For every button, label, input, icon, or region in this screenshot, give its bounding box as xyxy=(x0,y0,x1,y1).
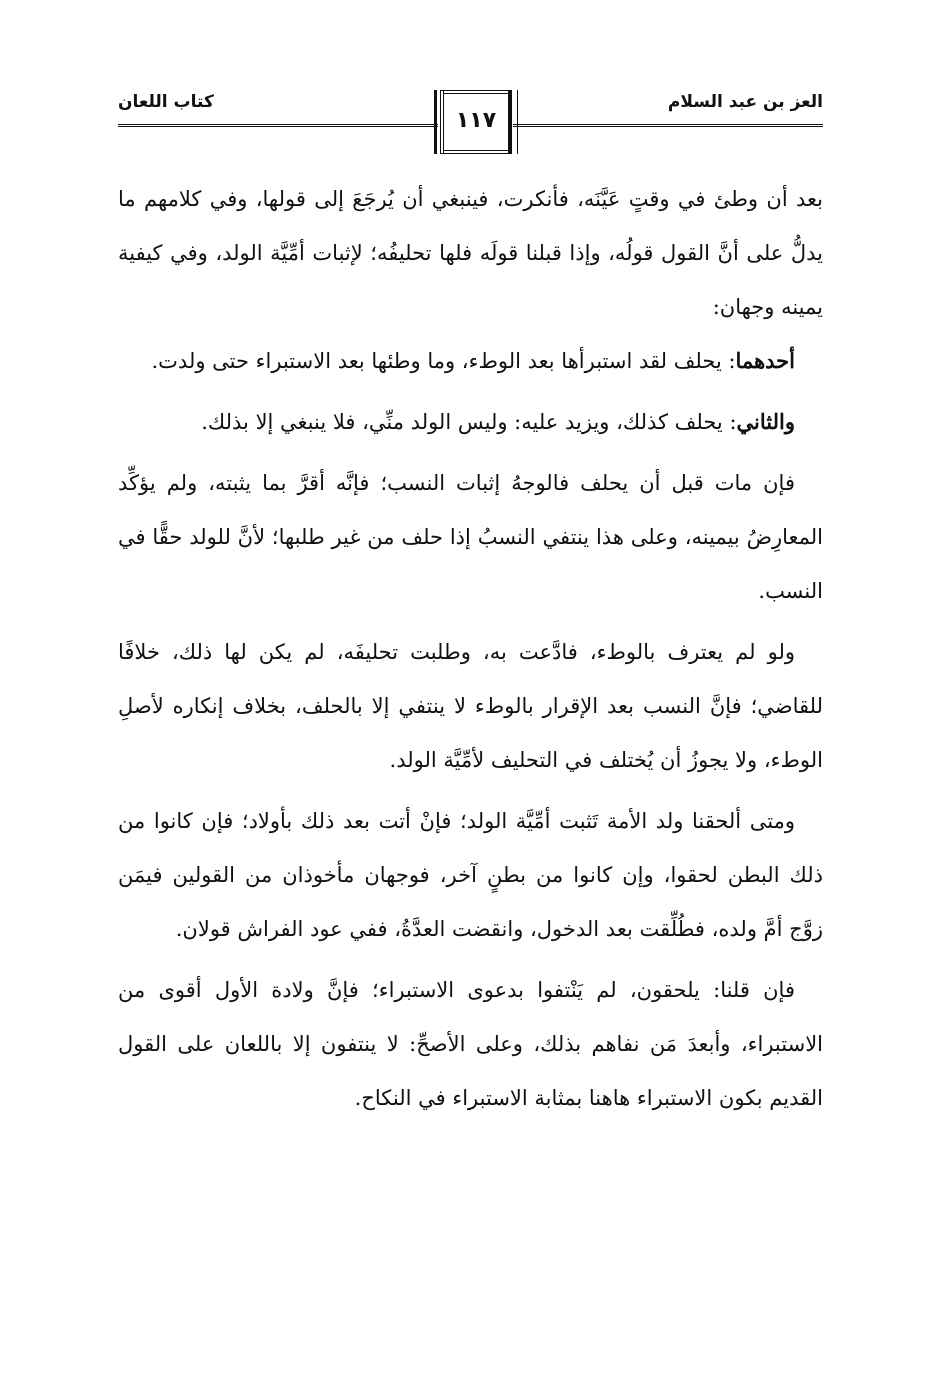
book-title: كتاب اللعان xyxy=(118,92,214,112)
paragraph-3 xyxy=(118,395,823,449)
paragraph-6 xyxy=(118,794,823,956)
page-body xyxy=(118,172,823,1132)
page-number: ١١٧ xyxy=(455,108,497,133)
paragraph-text: فإن قلنا: يلحقون، لم يَنْتفوا بدعوى الاستبراء؛ فإنَّ ولادة الأول أقوى من الاستبراء، وأبعدَ مَن نفاهم بذلك، وعلى الأصحِّ: لا ينتفون إلا باللعان على القول القديم بكون الاستبراء هاهنا بمثابة الاستبراء في النكاح. xyxy=(118,978,823,1110)
paragraph-text: : يحلف لقد استبرأها بعد الوطء، وما وطئها بعد الاستبراء حتى ولدت. xyxy=(151,349,736,373)
author-name: العز بن عبد السلام xyxy=(667,92,823,112)
paragraph-text: بعد أن وطئ في وقتٍ عَيَّنَه، فأنكرت، فينبغي أن يُرجَعَ إلى قولها، وفي كلامهم ما يدلُّ على أنَّ القول قولُه، وإذا قبلنا قولَه فلها تحليفُه؛ لإثبات أمِّيَّة الولد، وفي كيفية يمينه وجهان: xyxy=(118,187,823,319)
paragraph-lead: أحدهما xyxy=(735,348,795,373)
paragraph-text: : يحلف كذلك، ويزيد عليه: وليس الولد منِّي، فلا ينبغي إلا بذلك. xyxy=(201,410,737,434)
paragraph-text: فإن مات قبل أن يحلف فالوجهُ إثبات النسب؛ فإنَّه أقرَّ بما يثبته، ولم يؤكِّد المعارِضُ بيمينه، وعلى هذا ينتفي النسبُ إذا حلف من غير طلبها؛ لأنَّ للولد حقًّا في النسب. xyxy=(118,471,823,603)
header-rule-left xyxy=(118,124,438,127)
header-rule-right xyxy=(513,124,823,127)
paragraph-4 xyxy=(118,456,823,618)
running-header xyxy=(118,88,823,160)
paragraph-5 xyxy=(118,625,823,787)
paragraph-lead: والثاني xyxy=(736,409,795,434)
paragraph-7 xyxy=(118,963,823,1125)
paragraph-2 xyxy=(118,334,823,388)
paragraph-text: ولو لم يعترف بالوطء، فادَّعت به، وطلبت تحليفَه، لم يكن لها ذلك، خلافًا للقاضي؛ فإنَّ النسب بعد الإقرار بالوطء لا ينتفي إلا بالحلف، بخلاف إنكاره لأصلِ الوطء، ولا يجوزُ أن يُختلف في التحليف لأمِّيَّة الولد. xyxy=(118,640,823,772)
paragraph-1 xyxy=(118,172,823,334)
paragraph-text: ومتى ألحقنا ولد الأمة تَثبت أمِّيَّة الولد؛ فإنْ أتت بعد ذلك بأولاد؛ فإن كانوا من ذلك البطن لحقوا، وإن كانوا من بطنٍ آخر، فوجهان مأخوذان من القولين فيمَن زوَّج أمَّ ولده، فطُلِّقت بعد الدخول، وانقضت العدَّةُ، ففي عود الفراش قولان. xyxy=(118,809,823,941)
page-number-frame xyxy=(440,90,512,154)
